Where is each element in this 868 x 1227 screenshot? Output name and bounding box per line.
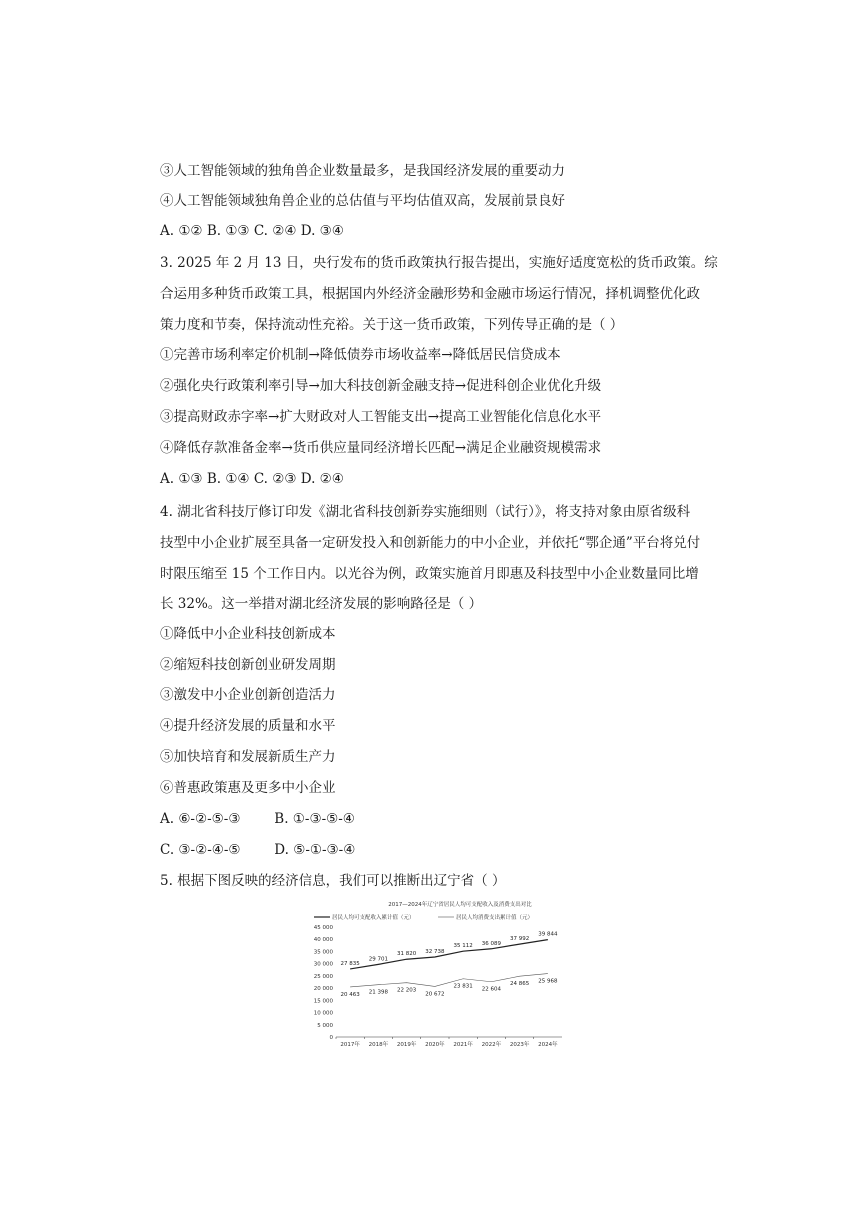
q3-stem-line-2: 合运用多种货币政策工具，根据国内外经济金融形势和金融市场运行情况，择机调整优化政 bbox=[160, 286, 700, 302]
chart-plot-area bbox=[314, 925, 562, 1048]
legend-label-income: 居民人均可支配收入累计值（元） bbox=[332, 915, 415, 921]
data-label: 32 738 bbox=[425, 948, 445, 955]
q4-answer-b: B. ①-③-⑤-④ bbox=[274, 811, 355, 827]
q5-stem: 5. 根据下图反映的经济信息，我们可以推断出辽宁省（ ） bbox=[160, 873, 506, 889]
q4-stem-line-4: 长 32%。这一举措对湖北经济发展的影响路径是（ ） bbox=[160, 596, 483, 612]
q4-answer-a: A. ⑥-②-⑤-③ bbox=[160, 811, 241, 827]
data-label: 39 844 bbox=[538, 931, 558, 938]
data-label: 31 820 bbox=[397, 951, 417, 958]
x-tick-label: 2018年 bbox=[368, 1042, 389, 1048]
q4-option-1: ①降低中小企业科技创新成本 bbox=[160, 626, 336, 642]
y-tick-label: 15 000 bbox=[313, 998, 333, 1005]
y-tick-label: 0 bbox=[329, 1035, 333, 1041]
chart-svg bbox=[300, 897, 570, 1055]
y-tick-label: 5 000 bbox=[317, 1022, 333, 1029]
y-tick-label: 10 000 bbox=[313, 1010, 333, 1017]
q3-answer-choices: A. ①③ B. ①④ C. ②③ D. ②④ bbox=[160, 471, 344, 487]
data-label: 37 992 bbox=[510, 936, 530, 943]
series-line-income bbox=[350, 940, 548, 969]
y-tick-label: 25 000 bbox=[313, 973, 333, 980]
q3-option-2: ②强化央行政策利率引导→加大科技创新金融支持→促进科创企业优化升级 bbox=[160, 378, 602, 394]
chart-title: 2017—2024年辽宁省居民人均可支配收入及消费支出对比 bbox=[388, 902, 532, 908]
data-label: 36 089 bbox=[481, 940, 501, 947]
q4-option-2: ②缩短科技创新创业研发周期 bbox=[160, 657, 336, 673]
y-tick-label: 20 000 bbox=[313, 986, 333, 993]
data-label: 35 112 bbox=[453, 943, 473, 950]
y-tick-label: 45 000 bbox=[313, 925, 333, 931]
q3-option-3: ③提高财政赤字率→扩大财政对人工智能支出→提高工业智能化信息化水平 bbox=[160, 409, 602, 425]
data-label: 22 604 bbox=[481, 986, 501, 993]
data-label: 27 835 bbox=[340, 960, 360, 967]
q4-option-3: ③激发中小企业创新创造活力 bbox=[160, 687, 336, 703]
data-label: 25 968 bbox=[538, 978, 558, 985]
q4-stem-line-3: 时限压缩至 15 个工作日内。以光谷为例，政策实施首月即惠及科技型中小企业数量同比增 bbox=[160, 566, 699, 582]
x-tick-label: 2021年 bbox=[453, 1042, 473, 1048]
q4-stem-line-2: 技型中小企业扩展至具备一定研发投入和创新能力的中小企业，并依托“鄂企通”平台将兑付 bbox=[160, 535, 701, 551]
q4-answer-c: C. ③-②-④-⑤ bbox=[160, 842, 241, 858]
q4-option-6: ⑥普惠政策惠及更多中小企业 bbox=[160, 780, 336, 796]
data-label: 20 463 bbox=[340, 991, 360, 998]
q2-answer-choices: A. ①② B. ①③ C. ②④ D. ③④ bbox=[160, 223, 344, 239]
data-label: 20 672 bbox=[425, 991, 445, 998]
q3-option-4: ④降低存款准备金率→货币供应量同经济增长匹配→满足企业融资规模需求 bbox=[160, 440, 602, 456]
q4-stem-line-1: 4. 湖北省科技厅修订印发《湖北省科技创新券实施细则（试行）》，将支持对象由原省级科 bbox=[160, 504, 691, 520]
q3-stem-line-3: 策力度和节奏，保持流动性充裕。关于这一货币政策，下列传导正确的是（ ） bbox=[160, 317, 624, 333]
y-tick-label: 30 000 bbox=[313, 961, 333, 968]
q4-option-4: ④提升经济发展的质量和水平 bbox=[160, 718, 336, 734]
q3-stem-line-1: 3. 2025 年 2 月 13 日，央行发布的货币政策执行报告提出，实施好适度宽松的货币政策。综 bbox=[160, 255, 718, 271]
data-label: 24 865 bbox=[510, 981, 530, 988]
q4-answer-d: D. ⑤-①-③-④ bbox=[274, 842, 356, 858]
income-expenditure-chart bbox=[300, 897, 570, 1055]
data-label: 21 398 bbox=[368, 989, 388, 996]
legend-label-expenditure: 居民人均消费支出累计值（元） bbox=[456, 915, 534, 921]
x-tick-label: 2020年 bbox=[425, 1042, 445, 1048]
q4-answers-row-2 bbox=[160, 841, 720, 859]
data-label: 22 203 bbox=[397, 987, 417, 994]
x-tick-label: 2017年 bbox=[340, 1042, 360, 1048]
y-tick-label: 40 000 bbox=[313, 937, 333, 944]
data-label: 23 831 bbox=[453, 983, 473, 990]
q3-option-1: ①完善市场利率定价机制→降低债券市场收益率→降低居民信贷成本 bbox=[160, 347, 561, 363]
data-label: 29 701 bbox=[368, 956, 388, 963]
x-tick-label: 2023年 bbox=[509, 1042, 530, 1048]
q4-option-5: ⑤加快培育和发展新质生产力 bbox=[160, 749, 336, 765]
x-tick-label: 2022年 bbox=[481, 1042, 502, 1048]
x-tick-label: 2019年 bbox=[396, 1042, 417, 1048]
x-tick-label: 2024年 bbox=[538, 1042, 558, 1048]
y-tick-label: 35 000 bbox=[313, 949, 333, 956]
q4-answers-row-1 bbox=[160, 810, 720, 828]
q2-option-3: ③人工智能领域的独角兽企业数量最多，是我国经济发展的重要动力 bbox=[160, 163, 565, 179]
q2-option-4: ④人工智能领域独角兽企业的总估值与平均估值双高，发展前景良好 bbox=[160, 193, 565, 209]
